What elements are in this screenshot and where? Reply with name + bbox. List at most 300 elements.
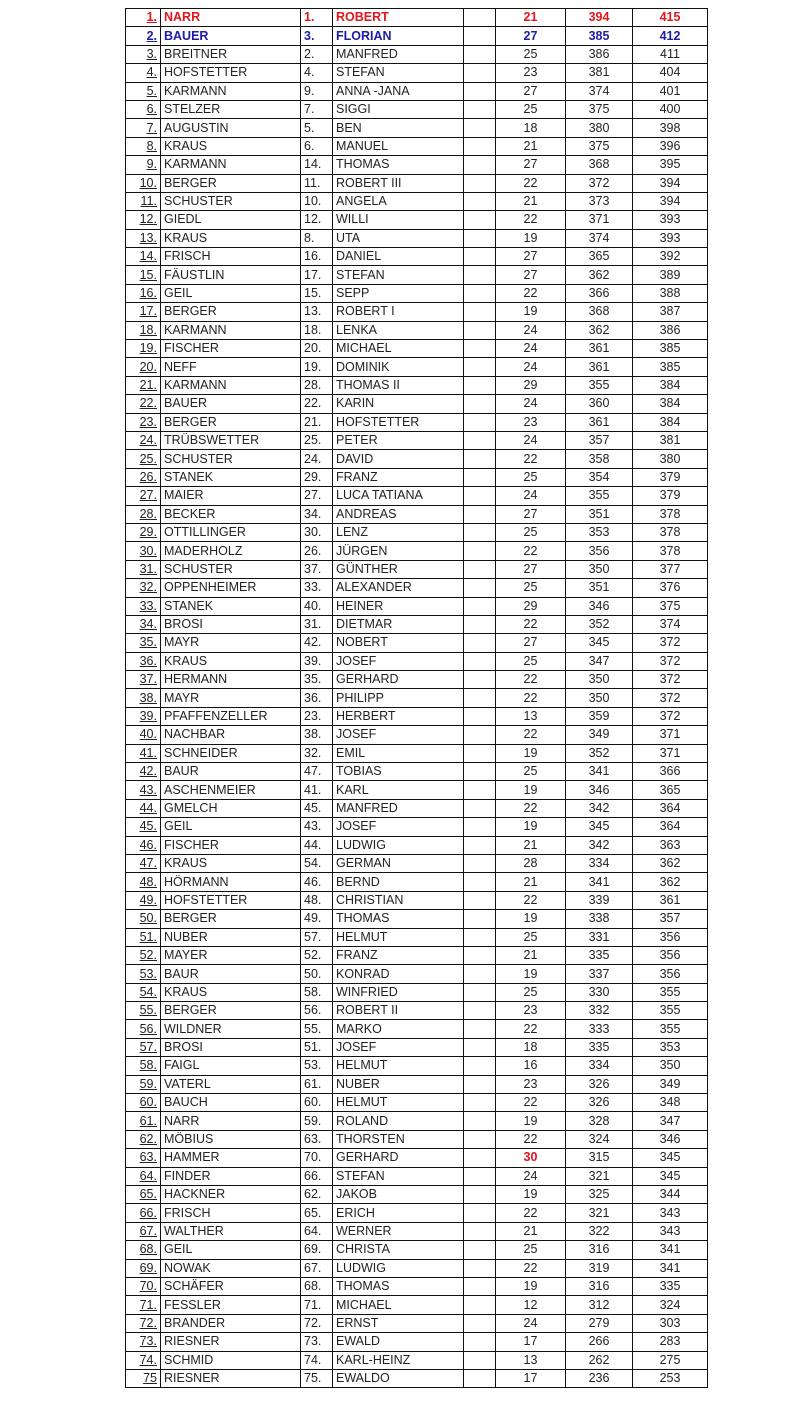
score-b-cell: 279 bbox=[566, 1314, 633, 1332]
total-cell: 411 bbox=[633, 45, 708, 63]
surname-cell: NACHBAR bbox=[161, 726, 301, 744]
spacer-cell bbox=[464, 1020, 496, 1038]
total-cell: 372 bbox=[633, 671, 708, 689]
previous-rank-cell: 70. bbox=[301, 1149, 333, 1167]
surname-cell: SCHUSTER bbox=[161, 192, 301, 210]
previous-rank-cell: 42. bbox=[301, 634, 333, 652]
surname-cell: NOWAK bbox=[161, 1259, 301, 1277]
score-a-cell: 24 bbox=[496, 358, 566, 376]
surname-cell: KRAUS bbox=[161, 854, 301, 872]
score-b-cell: 368 bbox=[566, 303, 633, 321]
table-row bbox=[126, 1369, 708, 1387]
score-a-cell: 23 bbox=[496, 64, 566, 82]
table-row bbox=[126, 413, 708, 431]
score-a-cell: 17 bbox=[496, 1333, 566, 1351]
total-cell: 371 bbox=[633, 744, 708, 762]
surname-cell: SCHUSTER bbox=[161, 450, 301, 468]
rank-text: 8. bbox=[146, 138, 157, 153]
total-cell: 394 bbox=[633, 192, 708, 210]
spacer-cell bbox=[464, 652, 496, 670]
score-b-cell: 341 bbox=[566, 873, 633, 891]
rank-text: 16. bbox=[139, 286, 157, 301]
previous-rank-cell: 19. bbox=[301, 358, 333, 376]
first-name-cell: GERHARD bbox=[333, 1149, 464, 1167]
first-name-cell: DANIEL bbox=[333, 248, 464, 266]
first-name-cell: LUDWIG bbox=[333, 836, 464, 854]
rank-text: 74. bbox=[139, 1352, 157, 1367]
previous-rank-cell: 16. bbox=[301, 248, 333, 266]
rank-cell bbox=[126, 505, 161, 523]
surname-cell: BREITNER bbox=[161, 45, 301, 63]
previous-rank-cell: 31. bbox=[301, 615, 333, 633]
first-name-cell: ROBERT III bbox=[333, 174, 464, 192]
rank-text: 9. bbox=[146, 157, 157, 172]
total-cell: 364 bbox=[633, 818, 708, 836]
table-row bbox=[126, 431, 708, 449]
rank-cell bbox=[126, 1277, 161, 1295]
table-row bbox=[126, 211, 708, 229]
previous-rank-cell: 53. bbox=[301, 1057, 333, 1075]
previous-rank-cell: 29. bbox=[301, 468, 333, 486]
score-a-cell: 22 bbox=[496, 891, 566, 909]
ranking-table bbox=[125, 8, 708, 1388]
spacer-cell bbox=[464, 1112, 496, 1130]
first-name-cell: PHILIPP bbox=[333, 689, 464, 707]
previous-rank-cell: 44. bbox=[301, 836, 333, 854]
rank-cell bbox=[126, 873, 161, 891]
rank-text: 72. bbox=[139, 1315, 157, 1330]
score-b-cell: 374 bbox=[566, 229, 633, 247]
table-row bbox=[126, 487, 708, 505]
score-a-cell: 22 bbox=[496, 174, 566, 192]
table-row bbox=[126, 266, 708, 284]
rank-text: 42. bbox=[139, 764, 157, 779]
rank-cell bbox=[126, 1241, 161, 1259]
previous-rank-cell: 8. bbox=[301, 229, 333, 247]
previous-rank-cell: 36. bbox=[301, 689, 333, 707]
rank-cell bbox=[126, 1057, 161, 1075]
rank-text: 54. bbox=[139, 984, 157, 999]
spacer-cell bbox=[464, 45, 496, 63]
surname-cell: BERGER bbox=[161, 303, 301, 321]
table-row bbox=[126, 9, 708, 27]
rank-cell bbox=[126, 781, 161, 799]
total-cell: 253 bbox=[633, 1369, 708, 1387]
rank-text: 30. bbox=[139, 543, 157, 558]
rank-cell bbox=[126, 1369, 161, 1387]
total-cell: 384 bbox=[633, 413, 708, 431]
rank-text: 2. bbox=[146, 28, 157, 43]
spacer-cell bbox=[464, 137, 496, 155]
ranking-table-body bbox=[126, 9, 708, 1388]
surname-cell: HACKNER bbox=[161, 1186, 301, 1204]
rank-text: 45. bbox=[139, 819, 157, 834]
rank-text: 38. bbox=[139, 690, 157, 705]
previous-rank-cell: 62. bbox=[301, 1186, 333, 1204]
rank-cell bbox=[126, 119, 161, 137]
table-row bbox=[126, 652, 708, 670]
score-a-cell: 24 bbox=[496, 395, 566, 413]
rank-text: 40. bbox=[139, 727, 157, 742]
previous-rank-cell: 72. bbox=[301, 1314, 333, 1332]
first-name-cell: MANFRED bbox=[333, 45, 464, 63]
score-b-cell: 374 bbox=[566, 82, 633, 100]
first-name-cell: HOFSTETTER bbox=[333, 413, 464, 431]
score-b-cell: 321 bbox=[566, 1204, 633, 1222]
score-b-cell: 362 bbox=[566, 321, 633, 339]
rank-cell bbox=[126, 413, 161, 431]
score-a-cell: 22 bbox=[496, 1020, 566, 1038]
first-name-cell: ALEXANDER bbox=[333, 579, 464, 597]
first-name-cell: LUCA TATIANA bbox=[333, 487, 464, 505]
table-row bbox=[126, 1186, 708, 1204]
previous-rank-cell: 18. bbox=[301, 321, 333, 339]
surname-cell: AUGUSTIN bbox=[161, 119, 301, 137]
total-cell: 355 bbox=[633, 983, 708, 1001]
score-b-cell: 359 bbox=[566, 707, 633, 725]
spacer-cell bbox=[464, 321, 496, 339]
surname-cell: RIESNER bbox=[161, 1333, 301, 1351]
table-row bbox=[126, 376, 708, 394]
score-a-cell: 24 bbox=[496, 1314, 566, 1332]
surname-cell: WALTHER bbox=[161, 1222, 301, 1240]
spacer-cell bbox=[464, 523, 496, 541]
score-b-cell: 346 bbox=[566, 597, 633, 615]
first-name-cell: HERBERT bbox=[333, 707, 464, 725]
spacer-cell bbox=[464, 505, 496, 523]
rank-text: 12. bbox=[139, 212, 157, 227]
rank-cell bbox=[126, 1351, 161, 1369]
score-a-cell: 22 bbox=[496, 1130, 566, 1148]
table-row bbox=[126, 64, 708, 82]
rank-cell bbox=[126, 542, 161, 560]
surname-cell: MAYER bbox=[161, 946, 301, 964]
rank-text: 10. bbox=[139, 175, 157, 190]
surname-cell: VATERL bbox=[161, 1075, 301, 1093]
surname-cell: GMELCH bbox=[161, 799, 301, 817]
score-a-cell: 21 bbox=[496, 192, 566, 210]
rank-cell bbox=[126, 763, 161, 781]
score-a-cell: 24 bbox=[496, 431, 566, 449]
first-name-cell: THORSTEN bbox=[333, 1130, 464, 1148]
score-a-cell: 27 bbox=[496, 634, 566, 652]
spacer-cell bbox=[464, 1259, 496, 1277]
first-name-cell: THOMAS II bbox=[333, 376, 464, 394]
rank-cell bbox=[126, 1186, 161, 1204]
first-name-cell: STEFAN bbox=[333, 266, 464, 284]
score-a-cell: 21 bbox=[496, 873, 566, 891]
rank-text: 4. bbox=[146, 65, 157, 80]
score-b-cell: 338 bbox=[566, 910, 633, 928]
surname-cell: BAUER bbox=[161, 395, 301, 413]
rank-text: 71. bbox=[139, 1297, 157, 1312]
previous-rank-cell: 43. bbox=[301, 818, 333, 836]
previous-rank-cell: 17. bbox=[301, 266, 333, 284]
first-name-cell: MANUEL bbox=[333, 137, 464, 155]
surname-cell: KRAUS bbox=[161, 229, 301, 247]
score-b-cell: 353 bbox=[566, 523, 633, 541]
rank-cell bbox=[126, 1259, 161, 1277]
previous-rank-cell: 51. bbox=[301, 1038, 333, 1056]
score-a-cell: 25 bbox=[496, 983, 566, 1001]
rank-text: 62. bbox=[139, 1132, 157, 1147]
spacer-cell bbox=[464, 9, 496, 27]
score-b-cell: 345 bbox=[566, 818, 633, 836]
score-a-cell: 19 bbox=[496, 744, 566, 762]
rank-cell bbox=[126, 1222, 161, 1240]
rank-cell bbox=[126, 156, 161, 174]
spacer-cell bbox=[464, 1167, 496, 1185]
surname-cell: BERGER bbox=[161, 910, 301, 928]
surname-cell: STANEK bbox=[161, 468, 301, 486]
spacer-cell bbox=[464, 634, 496, 652]
previous-rank-cell: 21. bbox=[301, 413, 333, 431]
spacer-cell bbox=[464, 174, 496, 192]
table-row bbox=[126, 248, 708, 266]
rank-text: 21. bbox=[139, 378, 157, 392]
previous-rank-cell: 61. bbox=[301, 1075, 333, 1093]
spacer-cell bbox=[464, 1369, 496, 1387]
rank-text: 35. bbox=[139, 635, 157, 650]
score-a-cell: 17 bbox=[496, 1369, 566, 1387]
score-a-cell: 21 bbox=[496, 137, 566, 155]
first-name-cell: JOSEF bbox=[333, 1038, 464, 1056]
rank-cell bbox=[126, 818, 161, 836]
score-b-cell: 322 bbox=[566, 1222, 633, 1240]
first-name-cell: NOBERT bbox=[333, 634, 464, 652]
score-a-cell: 30 bbox=[496, 1149, 566, 1167]
score-b-cell: 326 bbox=[566, 1094, 633, 1112]
first-name-cell: DIETMAR bbox=[333, 615, 464, 633]
score-b-cell: 339 bbox=[566, 891, 633, 909]
total-cell: 349 bbox=[633, 1075, 708, 1093]
total-cell: 392 bbox=[633, 248, 708, 266]
rank-text: 13. bbox=[139, 230, 157, 245]
score-b-cell: 357 bbox=[566, 431, 633, 449]
rank-text: 7. bbox=[146, 120, 157, 135]
score-b-cell: 375 bbox=[566, 100, 633, 118]
rank-cell bbox=[126, 744, 161, 762]
surname-cell: RIESNER bbox=[161, 1369, 301, 1387]
rank-cell bbox=[126, 836, 161, 854]
rank-cell bbox=[126, 1333, 161, 1351]
spacer-cell bbox=[464, 689, 496, 707]
table-row bbox=[126, 1149, 708, 1167]
table-row bbox=[126, 137, 708, 155]
previous-rank-cell: 28. bbox=[301, 376, 333, 394]
score-a-cell: 19 bbox=[496, 1112, 566, 1130]
score-b-cell: 331 bbox=[566, 928, 633, 946]
rank-cell bbox=[126, 579, 161, 597]
surname-cell: KARMANN bbox=[161, 376, 301, 394]
first-name-cell: ERICH bbox=[333, 1204, 464, 1222]
rank-text: 29. bbox=[139, 525, 157, 540]
surname-cell: FÄUSTLIN bbox=[161, 266, 301, 284]
surname-cell: HAMMER bbox=[161, 1149, 301, 1167]
spacer-cell bbox=[464, 431, 496, 449]
score-b-cell: 325 bbox=[566, 1186, 633, 1204]
total-cell: 375 bbox=[633, 597, 708, 615]
rank-text: 57. bbox=[139, 1040, 157, 1055]
rank-cell bbox=[126, 615, 161, 633]
spacer-cell bbox=[464, 542, 496, 560]
surname-cell: FRISCH bbox=[161, 248, 301, 266]
rank-text: 65. bbox=[139, 1187, 157, 1202]
total-cell: 393 bbox=[633, 211, 708, 229]
score-a-cell: 21 bbox=[496, 946, 566, 964]
rank-cell bbox=[126, 652, 161, 670]
total-cell: 388 bbox=[633, 284, 708, 302]
score-a-cell: 29 bbox=[496, 597, 566, 615]
table-row bbox=[126, 119, 708, 137]
rank-cell bbox=[126, 707, 161, 725]
total-cell: 372 bbox=[633, 689, 708, 707]
spacer-cell bbox=[464, 910, 496, 928]
surname-cell: BRANDER bbox=[161, 1314, 301, 1332]
total-cell: 356 bbox=[633, 928, 708, 946]
rank-cell bbox=[126, 560, 161, 578]
surname-cell: GEIL bbox=[161, 284, 301, 302]
previous-rank-cell: 71. bbox=[301, 1296, 333, 1314]
spacer-cell bbox=[464, 597, 496, 615]
spacer-cell bbox=[464, 891, 496, 909]
score-b-cell: 316 bbox=[566, 1277, 633, 1295]
total-cell: 345 bbox=[633, 1167, 708, 1185]
surname-cell: FINDER bbox=[161, 1167, 301, 1185]
table-row bbox=[126, 597, 708, 615]
rank-text: 27. bbox=[139, 488, 157, 503]
spacer-cell bbox=[464, 100, 496, 118]
score-b-cell: 352 bbox=[566, 744, 633, 762]
score-a-cell: 28 bbox=[496, 854, 566, 872]
previous-rank-cell: 68. bbox=[301, 1277, 333, 1295]
spacer-cell bbox=[464, 1314, 496, 1332]
first-name-cell: STEFAN bbox=[333, 64, 464, 82]
rank-cell bbox=[126, 100, 161, 118]
rank-cell bbox=[126, 174, 161, 192]
first-name-cell: PETER bbox=[333, 431, 464, 449]
spacer-cell bbox=[464, 284, 496, 302]
first-name-cell: THOMAS bbox=[333, 156, 464, 174]
rank-cell bbox=[126, 395, 161, 413]
surname-cell: HERMANN bbox=[161, 671, 301, 689]
total-cell: 362 bbox=[633, 873, 708, 891]
spacer-cell bbox=[464, 1057, 496, 1075]
total-cell: 275 bbox=[633, 1351, 708, 1369]
surname-cell: OTTILLINGER bbox=[161, 523, 301, 541]
surname-cell: BAUCH bbox=[161, 1094, 301, 1112]
surname-cell: NEFF bbox=[161, 358, 301, 376]
score-a-cell: 27 bbox=[496, 266, 566, 284]
score-a-cell: 22 bbox=[496, 211, 566, 229]
score-b-cell: 334 bbox=[566, 1057, 633, 1075]
previous-rank-cell: 33. bbox=[301, 579, 333, 597]
table-row bbox=[126, 634, 708, 652]
spacer-cell bbox=[464, 946, 496, 964]
rank-cell bbox=[126, 671, 161, 689]
score-a-cell: 25 bbox=[496, 763, 566, 781]
rank-cell bbox=[126, 983, 161, 1001]
previous-rank-cell: 26. bbox=[301, 542, 333, 560]
first-name-cell: TOBIAS bbox=[333, 763, 464, 781]
surname-cell: ASCHENMEIER bbox=[161, 781, 301, 799]
surname-cell: SCHUSTER bbox=[161, 560, 301, 578]
total-cell: 356 bbox=[633, 965, 708, 983]
score-b-cell: 341 bbox=[566, 763, 633, 781]
surname-cell: OPPENHEIMER bbox=[161, 579, 301, 597]
surname-cell: BROSI bbox=[161, 615, 301, 633]
previous-rank-cell: 45. bbox=[301, 799, 333, 817]
total-cell: 395 bbox=[633, 156, 708, 174]
previous-rank-cell: 9. bbox=[301, 82, 333, 100]
rank-cell bbox=[126, 1149, 161, 1167]
total-cell: 355 bbox=[633, 1002, 708, 1020]
total-cell: 401 bbox=[633, 82, 708, 100]
score-b-cell: 372 bbox=[566, 174, 633, 192]
previous-rank-cell: 22. bbox=[301, 395, 333, 413]
score-a-cell: 19 bbox=[496, 818, 566, 836]
score-a-cell: 22 bbox=[496, 1259, 566, 1277]
rank-text: 63. bbox=[139, 1150, 157, 1165]
score-b-cell: 354 bbox=[566, 468, 633, 486]
score-a-cell: 21 bbox=[496, 1222, 566, 1240]
surname-cell: FRISCH bbox=[161, 1204, 301, 1222]
score-a-cell: 22 bbox=[496, 1204, 566, 1222]
score-a-cell: 12 bbox=[496, 1296, 566, 1314]
rank-text: 43. bbox=[139, 782, 157, 797]
previous-rank-cell: 3. bbox=[301, 27, 333, 45]
first-name-cell: MARKO bbox=[333, 1020, 464, 1038]
previous-rank-cell: 74. bbox=[301, 1351, 333, 1369]
table-row bbox=[126, 284, 708, 302]
first-name-cell: ROBERT bbox=[333, 9, 464, 27]
total-cell: 371 bbox=[633, 726, 708, 744]
surname-cell: HOFSTETTER bbox=[161, 891, 301, 909]
surname-cell: MAYR bbox=[161, 634, 301, 652]
total-cell: 387 bbox=[633, 303, 708, 321]
first-name-cell: MICHAEL bbox=[333, 1296, 464, 1314]
rank-text: 55. bbox=[139, 1003, 157, 1018]
table-row bbox=[126, 82, 708, 100]
table-row bbox=[126, 818, 708, 836]
total-cell: 335 bbox=[633, 1277, 708, 1295]
surname-cell: GEIL bbox=[161, 818, 301, 836]
previous-rank-cell: 39. bbox=[301, 652, 333, 670]
table-row bbox=[126, 1277, 708, 1295]
score-b-cell: 361 bbox=[566, 358, 633, 376]
total-cell: 378 bbox=[633, 542, 708, 560]
previous-rank-cell: 34. bbox=[301, 505, 333, 523]
table-row bbox=[126, 854, 708, 872]
score-a-cell: 27 bbox=[496, 248, 566, 266]
score-b-cell: 328 bbox=[566, 1112, 633, 1130]
spacer-cell bbox=[464, 413, 496, 431]
surname-cell: PFAFFENZELLER bbox=[161, 707, 301, 725]
first-name-cell: BEN bbox=[333, 119, 464, 137]
spacer-cell bbox=[464, 615, 496, 633]
score-a-cell: 27 bbox=[496, 560, 566, 578]
surname-cell: TRÜBSWETTER bbox=[161, 431, 301, 449]
rank-cell bbox=[126, 965, 161, 983]
score-a-cell: 25 bbox=[496, 100, 566, 118]
surname-cell: MADERHOLZ bbox=[161, 542, 301, 560]
table-row bbox=[126, 579, 708, 597]
total-cell: 356 bbox=[633, 946, 708, 964]
spacer-cell bbox=[464, 928, 496, 946]
spacer-cell bbox=[464, 82, 496, 100]
score-b-cell: 266 bbox=[566, 1333, 633, 1351]
score-a-cell: 27 bbox=[496, 27, 566, 45]
